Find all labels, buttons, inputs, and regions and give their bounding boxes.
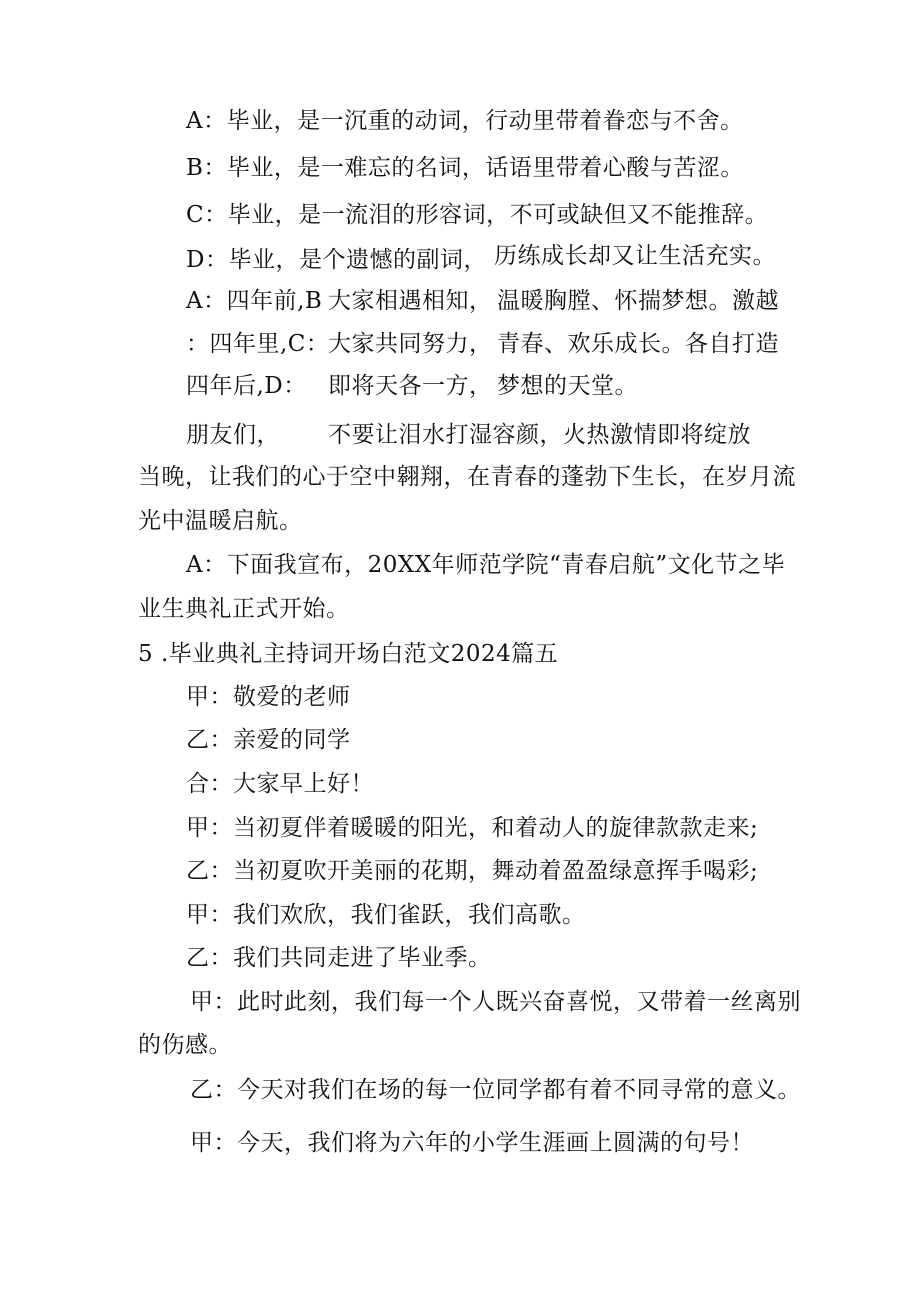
intro-line-d: D：毕业，是个遗憾的副词， (186, 247, 487, 273)
table-cell-time: A：四年前,B (186, 288, 323, 314)
moment-para-line1: 甲：此时此刻，我们每一个人既兴奋喜悦，又带着一丝离别 (190, 989, 801, 1015)
dialogue-line: 甲：我们欢欣，我们雀跃，我们高歌。 (186, 902, 586, 928)
announce-line1: A：下面我宣布，20XX年师范学院“青春启航”文化节之毕 (186, 552, 786, 578)
table-cell-right: 梦想的天堂。 (497, 373, 638, 399)
dialogue-line: 合：大家早上好！ (186, 771, 374, 797)
table-cell-middle: 大家相遇相知， (328, 288, 493, 314)
friends-para-lead: 朋友们， (186, 422, 280, 448)
dialogue-line: 乙：亲爱的同学 (186, 727, 351, 753)
closing-line: 乙：今天对我们在场的每一位同学都有着不同寻常的意义。 (190, 1077, 801, 1103)
dialogue-line: 甲：敬爱的老师 (186, 684, 351, 710)
friends-para-line1: 不要让泪水打湿容颜，火热激情即将绽放 (328, 422, 751, 448)
intro-line-b: B：毕业，是一难忘的名词，话语里带着心酸与苦涩。 (186, 155, 744, 181)
friends-para-line2: 当晚，让我们的心于空中翱翔，在青春的蓬勃下生长，在岁月流 (138, 464, 796, 490)
announce-line2: 业生典礼正式开始。 (138, 596, 350, 622)
table-cell-time: 四年后,D： (186, 373, 307, 399)
table-cell-middle: 大家共同努力， (328, 331, 493, 357)
closing-line: 甲：今天，我们将为六年的小学生涯画上圆满的句号！ (190, 1130, 754, 1156)
moment-para-line2: 的伤感。 (138, 1032, 232, 1058)
section-heading: 5 .毕业典礼主持词开场白范文2024篇五 (138, 641, 559, 667)
friends-para-line3: 光中温暖启航。 (138, 508, 303, 534)
table-cell-time: ：四年里,C： (186, 331, 330, 357)
table-cell-right: 青春、欢乐成长。各自打造 (497, 331, 779, 357)
dialogue-line: 乙：当初夏吹开美丽的花期，舞动着盈盈绿意挥手喝彩; (186, 858, 759, 884)
table-cell-middle: 即将天各一方， (328, 373, 493, 399)
intro-line-d-continued: 历练成长却又让生活充实。 (494, 243, 776, 269)
dialogue-line: 甲：当初夏伴着暖暖的阳光，和着动人的旋律款款走来; (186, 815, 759, 841)
dialogue-line: 乙：我们共同走进了毕业季。 (186, 945, 492, 971)
intro-line-c: C：毕业，是一流泪的形容词，不可或缺但又不能推辞。 (186, 202, 769, 228)
intro-line-a: A：毕业，是一沉重的动词，行动里带着眷恋与不舍。 (186, 108, 744, 134)
table-cell-right: 温暖胸膛、怀揣梦想。激越 (497, 288, 779, 314)
